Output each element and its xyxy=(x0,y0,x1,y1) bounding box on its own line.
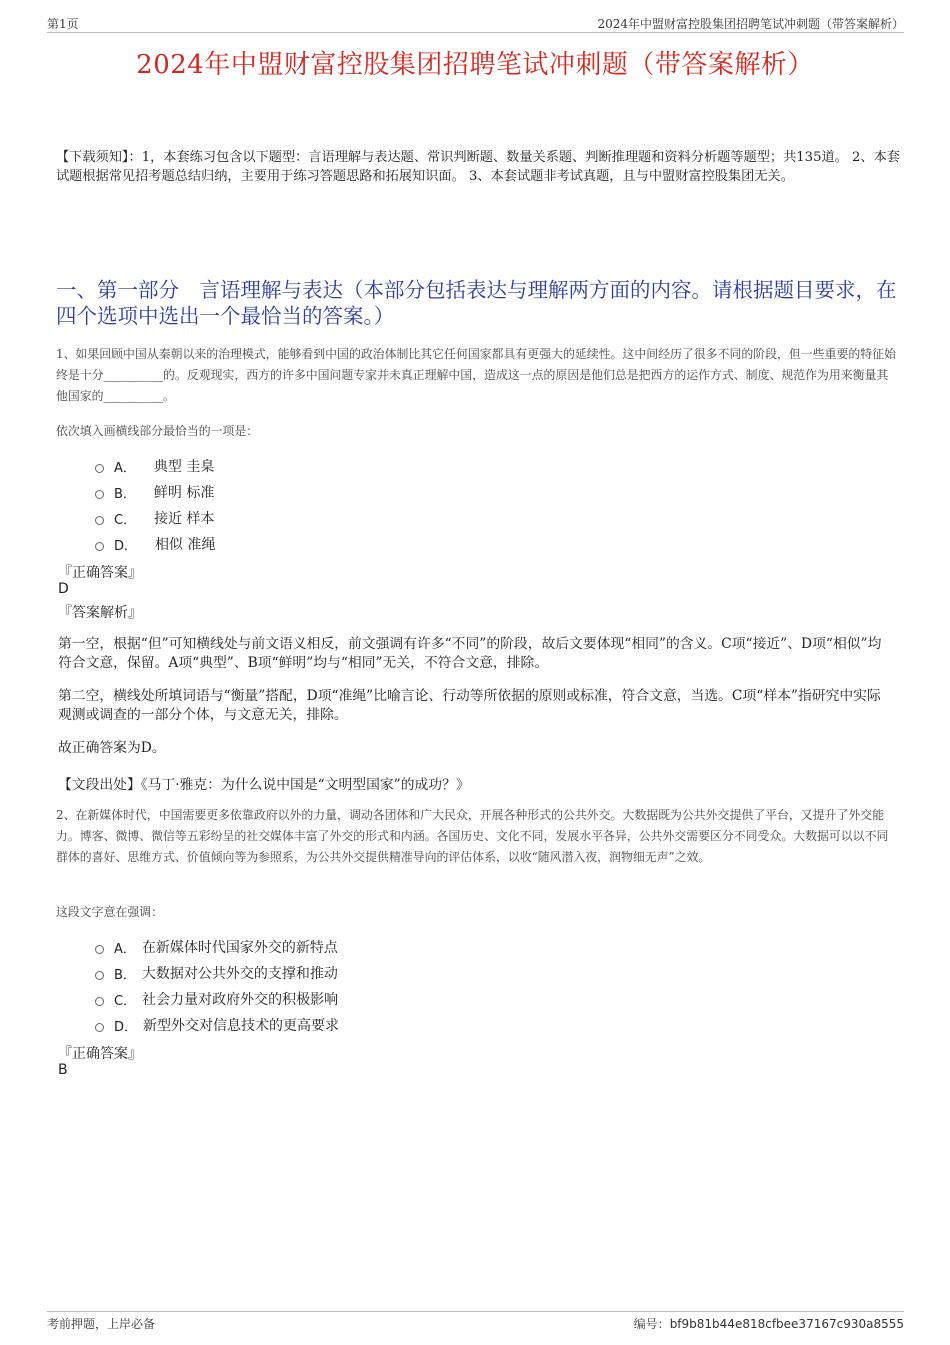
option-b[interactable] xyxy=(95,479,215,505)
radio-icon[interactable] xyxy=(95,1023,104,1032)
blank-1: __________ xyxy=(103,368,164,382)
option-letter: A． xyxy=(114,460,136,476)
question-1-text-a: 1、如果回顾中国从秦朝以来的治理模式，能够看到中国的政治体制比其它任何国家都具有更强大的延续性。这中间经历了很多不同的阶段，但一些重要的特征始终是十分 xyxy=(56,347,896,382)
section-heading: 一、第一部分 言语理解与表达（本部分包括表达与理解两方面的内容。请根据题目要求，在四个选项中选出一个最恰当的答案。） xyxy=(56,278,897,328)
option-text: 鲜明 标准 xyxy=(153,485,215,501)
option-letter: B． xyxy=(114,967,136,983)
radio-icon[interactable] xyxy=(95,542,104,551)
option-d[interactable] xyxy=(95,531,215,557)
analysis-paragraph-2: 第二空，横线处所填词语与“衡量”搭配，D项“准绳”比喻言论、行动等所依据的原则或标准，符合文意，当选。C项“样本”指研究中实际观测或调查的一部分个体，与文意无关，排除。 xyxy=(58,688,881,723)
radio-icon[interactable] xyxy=(95,945,104,954)
option-text: 新型外交对信息技术的更高要求 xyxy=(143,1018,340,1034)
header-doc-title: 2024年中盟财富控股集团招聘笔试冲刺题（带答案解析） xyxy=(597,17,904,31)
option-text: 社会力量对政府外交的积极影响 xyxy=(142,992,339,1008)
option-a[interactable] xyxy=(95,453,215,479)
download-notice: 【下载须知】：1，本套练习包含以下题型：言语理解与表达题、常识判断题、数量关系题、判断推理题和资料分析题等题型；共135道。 2、本套试题根据常见招考题总结归纳，主要用于练习答题思路和拓展知识面。 3、本套试题非考试真题，且与中盟财富控股集团无关。 xyxy=(56,150,900,184)
blank-2: __________ xyxy=(103,389,164,403)
option-letter: C． xyxy=(114,993,137,1009)
option-letter: C． xyxy=(114,512,137,528)
page-header xyxy=(47,14,904,33)
correct-answer-label: 『正确答案』 xyxy=(58,565,142,581)
option-letter: D． xyxy=(114,1019,138,1035)
question-1-options xyxy=(95,453,215,557)
radio-icon[interactable] xyxy=(95,464,104,473)
option-letter: B． xyxy=(114,486,136,502)
footer-code-value: bf9b81b44e818cfbee37167c930a8555 xyxy=(669,1317,904,1331)
option-c[interactable] xyxy=(95,986,339,1012)
passage-source: 【文段出处】《马丁·雅克：为什么说中国是“文明型国家”的成功？》 xyxy=(58,777,470,793)
analysis-conclusion: 故正确答案为D。 xyxy=(58,740,166,756)
analysis-label: 『答案解析』 xyxy=(58,605,142,621)
radio-icon[interactable] xyxy=(95,516,104,525)
footer-code-label: 编号： xyxy=(633,1317,670,1331)
correct-answer: D xyxy=(58,581,69,597)
correct-answer-label: 『正确答案』 xyxy=(58,1046,142,1062)
document-title: 2024年中盟财富控股集团招聘笔试冲刺题（带答案解析） xyxy=(136,50,814,80)
option-text: 典型 圭臬 xyxy=(153,459,215,475)
option-b[interactable] xyxy=(95,960,339,986)
question-1-prompt: 依次填入画横线部分最恰当的一项是： xyxy=(56,424,259,438)
question-1-text xyxy=(56,344,896,407)
radio-icon[interactable] xyxy=(95,490,104,499)
question-2-text: 2、在新媒体时代，中国需要更多依靠政府以外的力量，调动各团体和广大民众，开展各种形式的公共外交。大数据既为公共外交提供了平台，又提升了外交能力。博客、微博、微信等五彩纷呈的社交媒体丰富了外交的形式和内涵。各国历史、文化不同，发展水平各异，公共外交需要区分不同受众。大数据可以以不同群体的喜好、思维方式、价值倾向等为参照系，为公共外交提供精准导向的评估体系，以收“随风潜入夜，润物细无声”之效。 xyxy=(56,808,889,864)
question-1-text-c: 。 xyxy=(163,389,175,403)
footer-slogan: 考前押题，上岸必备 xyxy=(47,1317,156,1331)
page-footer xyxy=(47,1311,904,1332)
option-text: 大数据对公共外交的支撑和推动 xyxy=(141,966,338,982)
option-a[interactable] xyxy=(95,934,339,960)
option-c[interactable] xyxy=(95,505,215,531)
page-number: 第1页 xyxy=(47,17,79,31)
analysis-paragraph-1: 第一空，根据“但”可知横线处与前文语义相反，前文强调有许多“不同”的阶段，故后文要体现“相同”的含义。C项“接近”、D项“相似”均符合文意，保留。A项“典型”、B项“鲜明”均与“相同”无关，不符合文意，排除。 xyxy=(58,636,882,671)
option-text: 在新媒体时代国家外交的新特点 xyxy=(141,940,338,956)
question-2-prompt: 这段文字意在强调： xyxy=(56,905,164,919)
question-2-options xyxy=(95,934,339,1038)
question-1-text-b: 的。反观现实，西方的许多中国问题专家并未真正理解中国，造成这一点的原因是他们总是把西方的运作方式、制度、规范作为用来衡量其他国家的 xyxy=(56,368,889,403)
footer-code xyxy=(634,1315,904,1332)
radio-icon[interactable] xyxy=(95,971,104,980)
option-text: 接近 样本 xyxy=(154,511,215,527)
correct-answer: B xyxy=(58,1062,68,1078)
option-letter: D． xyxy=(114,538,138,554)
radio-icon[interactable] xyxy=(95,997,104,1006)
option-letter: A． xyxy=(114,941,136,957)
option-d[interactable] xyxy=(95,1012,339,1038)
option-text: 相似 准绳 xyxy=(155,537,216,553)
